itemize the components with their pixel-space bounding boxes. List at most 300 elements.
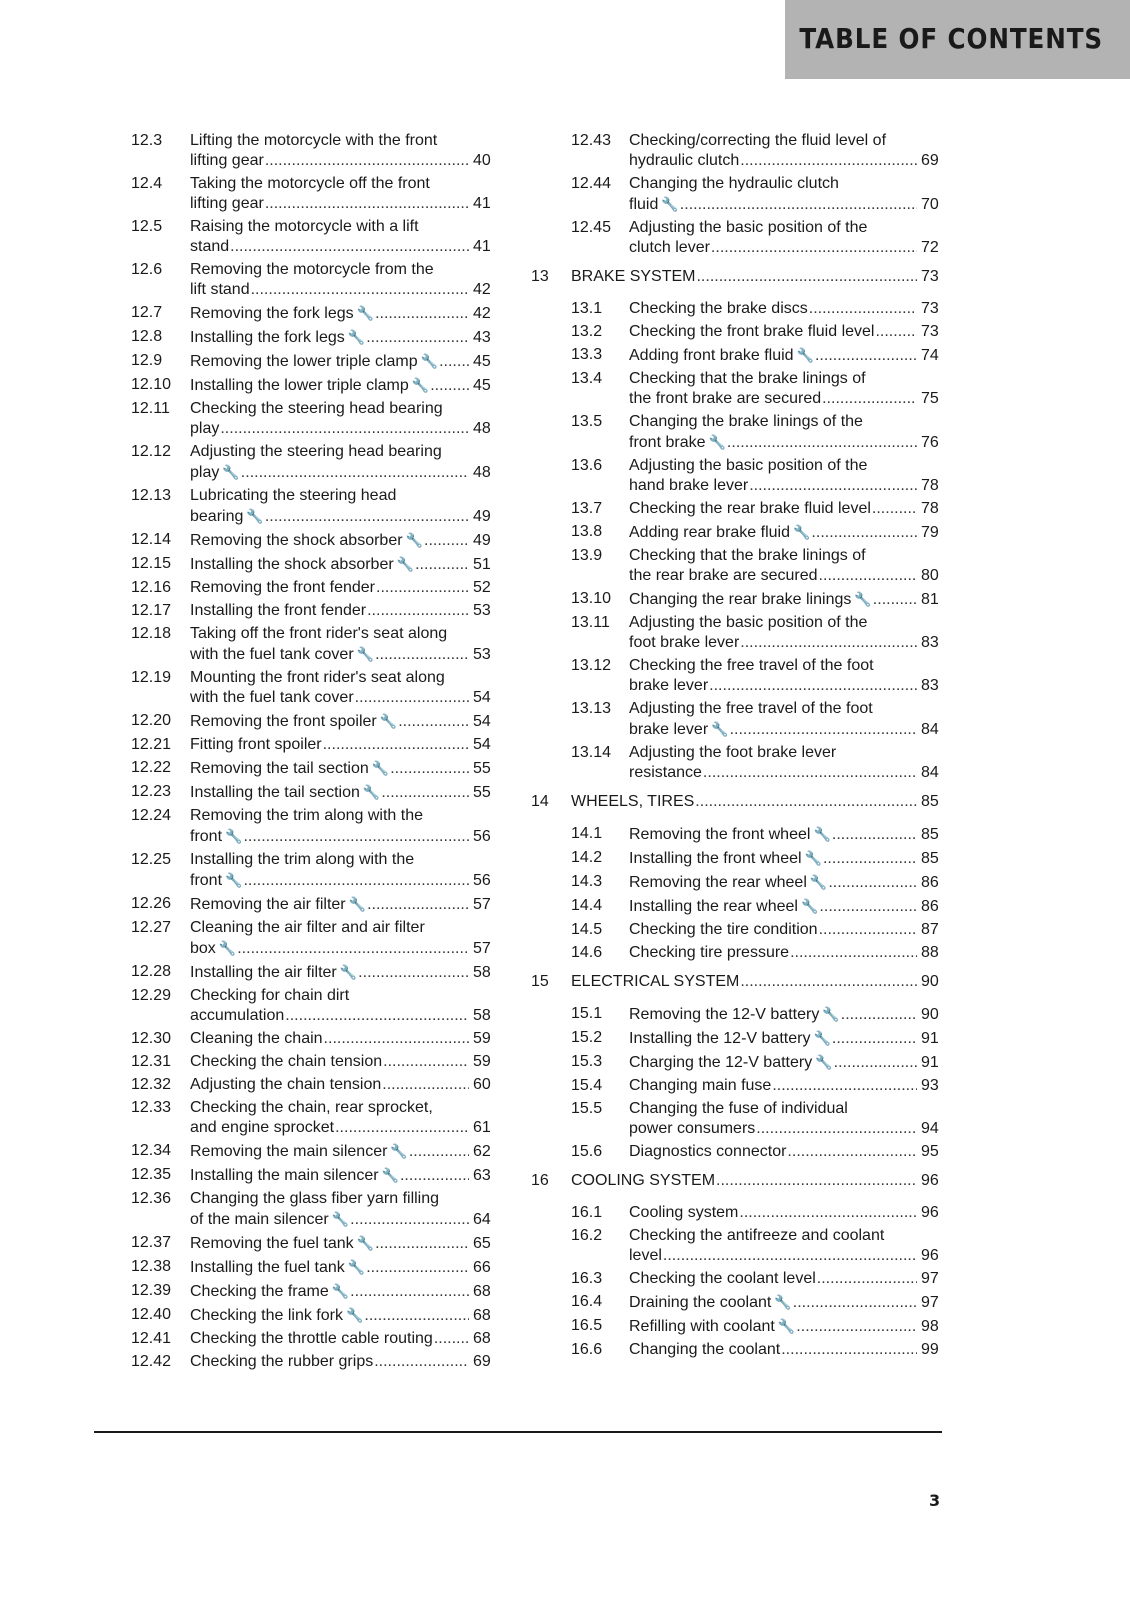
toc-entry-title: Changing the brake linings of the bbox=[629, 413, 863, 430]
toc-entry-number: 12.15 bbox=[131, 555, 172, 572]
toc-entry[interactable] bbox=[531, 131, 951, 171]
dot-leader bbox=[285, 1006, 469, 1026]
toc-entry-number: 12.9 bbox=[131, 352, 163, 369]
toc-page-number: 49 bbox=[473, 508, 491, 525]
toc-entry-title: Removing the fork legs bbox=[190, 305, 354, 322]
toc-entry-number: 12.21 bbox=[131, 736, 172, 753]
toc-entry[interactable] bbox=[131, 986, 503, 1026]
toc-entry[interactable] bbox=[531, 1316, 951, 1337]
dot-leader bbox=[400, 1166, 469, 1186]
toc-entry-number: 12.16 bbox=[131, 579, 172, 596]
toc-entry-title: Checking the coolant level bbox=[629, 1270, 816, 1287]
toc-page-number: 85 bbox=[921, 793, 939, 810]
toc-entry-number: 14.5 bbox=[571, 921, 603, 938]
toc-entry-number: 15.3 bbox=[571, 1053, 603, 1070]
toc-page-number: 68 bbox=[473, 1307, 491, 1324]
dot-leader bbox=[703, 763, 917, 783]
toc-entry-number: 12.35 bbox=[131, 1166, 172, 1183]
toc-entry[interactable] bbox=[131, 894, 503, 915]
toc-entry[interactable] bbox=[131, 735, 503, 755]
toc-entry[interactable] bbox=[131, 399, 503, 439]
toc-page-number: 85 bbox=[921, 850, 939, 867]
toc-page-number: 83 bbox=[921, 634, 939, 651]
toc-entry[interactable] bbox=[131, 782, 503, 803]
toc-entry[interactable] bbox=[131, 850, 503, 891]
toc-entry[interactable] bbox=[531, 589, 951, 610]
toc-entry[interactable] bbox=[531, 1142, 951, 1162]
toc-entry[interactable] bbox=[131, 1098, 503, 1138]
toc-entry[interactable] bbox=[531, 824, 951, 845]
toc-entry[interactable] bbox=[131, 711, 503, 732]
dot-leader bbox=[398, 712, 469, 732]
dot-leader bbox=[323, 735, 469, 755]
toc-entry[interactable] bbox=[531, 1203, 951, 1223]
toc-page-number: 97 bbox=[921, 1294, 939, 1311]
wrench-icon: 🔧 bbox=[246, 508, 264, 524]
toc-entry-number: 12.13 bbox=[131, 487, 172, 504]
toc-entry-title: Charging the 12-V battery bbox=[629, 1054, 813, 1071]
toc-entry-number: 12.44 bbox=[571, 175, 612, 192]
dot-leader bbox=[872, 499, 917, 519]
toc-entry-title: bearing bbox=[190, 508, 244, 525]
toc-page-number: 66 bbox=[473, 1259, 491, 1276]
toc-page-number: 57 bbox=[473, 896, 491, 913]
toc-entry[interactable] bbox=[131, 962, 503, 983]
toc-page-number: 54 bbox=[473, 713, 491, 730]
toc-entry-number: 13.12 bbox=[571, 657, 612, 674]
dot-leader bbox=[695, 792, 917, 812]
toc-entry-number: 12.27 bbox=[131, 919, 172, 936]
toc-page-number: 58 bbox=[473, 1007, 491, 1024]
toc-entry-number: 12.40 bbox=[131, 1306, 172, 1323]
dot-leader bbox=[727, 433, 917, 453]
toc-entry-title: Checking the front brake fluid level bbox=[629, 323, 875, 340]
dot-leader bbox=[819, 566, 917, 586]
dot-leader bbox=[265, 151, 469, 171]
toc-entry-title: Raising the motorcycle with a lift bbox=[190, 218, 419, 235]
toc-page-number: 68 bbox=[473, 1283, 491, 1300]
wrench-icon: 🔧 bbox=[339, 964, 358, 980]
toc-entry[interactable] bbox=[531, 1028, 951, 1049]
toc-entry-title: Checking the free travel of the foot bbox=[629, 657, 874, 674]
dot-leader bbox=[375, 645, 469, 665]
footer-divider bbox=[94, 1431, 942, 1433]
toc-entry[interactable] bbox=[131, 351, 503, 372]
dot-leader bbox=[740, 151, 917, 171]
toc-entry[interactable] bbox=[131, 1189, 503, 1230]
wrench-icon: 🔧 bbox=[348, 896, 367, 912]
toc-entry-title: Checking the rubber grips bbox=[190, 1353, 374, 1370]
dot-leader bbox=[366, 328, 469, 348]
dot-leader bbox=[823, 849, 917, 869]
toc-entry[interactable] bbox=[531, 1099, 951, 1139]
toc-entry[interactable] bbox=[131, 554, 503, 575]
toc-entry-title: and engine sprocket bbox=[190, 1119, 335, 1136]
dot-leader bbox=[243, 871, 469, 891]
wrench-icon: 🔧 bbox=[411, 377, 430, 393]
toc-entry[interactable] bbox=[131, 1305, 503, 1326]
toc-page-number: 70 bbox=[921, 196, 939, 213]
toc-entry[interactable] bbox=[131, 530, 503, 551]
dot-leader bbox=[383, 1052, 469, 1072]
toc-page-number: 53 bbox=[473, 602, 491, 619]
dot-leader bbox=[355, 688, 469, 708]
toc-entry-number: 13.9 bbox=[571, 547, 603, 564]
toc-entry-title: Changing the hydraulic clutch bbox=[629, 175, 839, 192]
toc-entry-number: 12.25 bbox=[131, 851, 172, 868]
dot-leader bbox=[358, 963, 469, 983]
dot-leader bbox=[381, 783, 469, 803]
toc-entry-title: Diagnostics connector bbox=[629, 1143, 787, 1160]
toc-entry-title: accumulation bbox=[190, 1007, 285, 1024]
dot-leader bbox=[409, 1142, 469, 1162]
toc-entry-number: 12.32 bbox=[131, 1076, 172, 1093]
toc-entry[interactable] bbox=[531, 174, 951, 215]
toc-entry-title: Refilling with coolant bbox=[629, 1318, 775, 1335]
toc-page-number: 79 bbox=[921, 524, 939, 541]
toc-page-number: 84 bbox=[921, 764, 939, 781]
toc-entry[interactable] bbox=[531, 896, 951, 917]
toc-page-number: 65 bbox=[473, 1235, 491, 1252]
toc-entry-title: Checking the frame bbox=[190, 1283, 329, 1300]
toc-page-number: 91 bbox=[921, 1054, 939, 1071]
toc-chapter[interactable] bbox=[531, 792, 951, 812]
wrench-icon: 🔧 bbox=[379, 713, 398, 729]
toc-entry[interactable] bbox=[131, 918, 503, 959]
dot-leader bbox=[832, 825, 917, 845]
toc-entry[interactable] bbox=[131, 131, 503, 171]
toc-entry-title: Checking the brake discs bbox=[629, 300, 808, 317]
toc-entry-title: Draining the coolant bbox=[629, 1294, 772, 1311]
wrench-icon: 🔧 bbox=[225, 828, 243, 844]
toc-entry-number: 12.34 bbox=[131, 1142, 172, 1159]
toc-entry-number: 12.36 bbox=[131, 1190, 172, 1207]
wrench-icon: 🔧 bbox=[396, 556, 415, 572]
toc-entry[interactable] bbox=[531, 943, 951, 963]
toc-entry-number: 12.37 bbox=[131, 1234, 172, 1251]
toc-entry-number: 12.11 bbox=[131, 400, 170, 417]
toc-entry-number: 12.3 bbox=[131, 132, 163, 149]
toc-entry-number: 12.5 bbox=[131, 218, 163, 235]
toc-entry-title: front bbox=[190, 872, 223, 889]
toc-entry[interactable] bbox=[131, 758, 503, 779]
toc-entry-title: Adjusting the chain tension bbox=[190, 1076, 382, 1093]
toc-entry[interactable] bbox=[131, 806, 503, 847]
toc-page-number: 51 bbox=[473, 556, 491, 573]
toc-entry-title: Adjusting the basic position of the bbox=[629, 614, 868, 631]
toc-entry-number: 12.38 bbox=[131, 1258, 172, 1275]
toc-entry-number: 14.2 bbox=[571, 849, 603, 866]
toc-entry[interactable] bbox=[131, 1141, 503, 1162]
toc-entry[interactable] bbox=[531, 1226, 951, 1266]
toc-entry-number: 12.28 bbox=[131, 963, 172, 980]
toc-entry[interactable] bbox=[531, 322, 951, 342]
wrench-icon: 🔧 bbox=[792, 524, 811, 540]
wrench-icon: 🔧 bbox=[345, 1307, 364, 1323]
toc-entry[interactable] bbox=[131, 1029, 503, 1049]
toc-entry-number: 14.4 bbox=[571, 897, 603, 914]
toc-page-number: 52 bbox=[473, 579, 491, 596]
toc-entry[interactable] bbox=[131, 1281, 503, 1302]
toc-entry-title: Checking the link fork bbox=[190, 1307, 343, 1324]
toc-entry-number: 12.31 bbox=[131, 1053, 172, 1070]
toc-chapter[interactable] bbox=[531, 1171, 951, 1191]
toc-entry-number: 12.8 bbox=[131, 328, 163, 345]
toc-entry[interactable] bbox=[131, 668, 503, 708]
toc-entry[interactable] bbox=[531, 1004, 951, 1025]
toc-column-left bbox=[131, 131, 503, 1375]
dot-leader bbox=[793, 1293, 917, 1313]
dot-leader bbox=[364, 1306, 469, 1326]
toc-entry-title: Removing the front fender bbox=[190, 579, 375, 596]
dot-leader bbox=[350, 1282, 469, 1302]
toc-entry-title: with the fuel tank cover bbox=[190, 646, 354, 663]
toc-entry[interactable] bbox=[131, 1352, 503, 1372]
toc-entry[interactable] bbox=[531, 299, 951, 319]
toc-entry-number: 12.6 bbox=[131, 261, 163, 278]
toc-entry-title: lift stand bbox=[190, 281, 250, 298]
wrench-icon: 🔧 bbox=[809, 874, 828, 890]
toc-entry[interactable] bbox=[531, 656, 951, 696]
toc-entry[interactable] bbox=[131, 624, 503, 665]
toc-entry[interactable] bbox=[531, 1340, 951, 1360]
toc-entry-title: box bbox=[190, 940, 216, 957]
toc-page-number: 80 bbox=[921, 567, 939, 584]
toc-page-number: 96 bbox=[921, 1204, 939, 1221]
toc-entry[interactable] bbox=[531, 1052, 951, 1073]
toc-page-number: 55 bbox=[473, 760, 491, 777]
toc-entry-number: 12.42 bbox=[131, 1353, 172, 1370]
toc-entry[interactable] bbox=[131, 1329, 503, 1349]
toc-page-number: 78 bbox=[921, 477, 939, 494]
toc-page-number: 59 bbox=[473, 1053, 491, 1070]
toc-entry-number: 15.5 bbox=[571, 1100, 603, 1117]
toc-entry-number: 14.6 bbox=[571, 944, 603, 961]
toc-entry-number: 13.4 bbox=[571, 370, 603, 387]
toc-entry[interactable] bbox=[531, 345, 951, 366]
toc-entry[interactable] bbox=[131, 375, 503, 396]
toc-page-number: 93 bbox=[921, 1077, 939, 1094]
dot-leader bbox=[375, 1234, 469, 1254]
toc-entry[interactable] bbox=[131, 260, 503, 300]
toc-entry[interactable] bbox=[531, 1269, 951, 1289]
toc-entry[interactable] bbox=[531, 546, 951, 586]
toc-entry-title: Removing the air filter bbox=[190, 896, 346, 913]
toc-entry[interactable] bbox=[531, 920, 951, 940]
dot-leader bbox=[241, 463, 469, 483]
toc-entry[interactable] bbox=[131, 1052, 503, 1072]
toc-entry[interactable] bbox=[531, 1076, 951, 1096]
toc-entry-title: Removing the motorcycle from the bbox=[190, 261, 434, 278]
toc-entry-title: brake lever bbox=[629, 721, 709, 738]
wrench-icon: 🔧 bbox=[661, 196, 679, 212]
toc-entry[interactable] bbox=[131, 486, 503, 527]
toc-entry-number: 12.18 bbox=[131, 625, 172, 642]
toc-entry-title: Mounting the front rider's seat along bbox=[190, 669, 445, 686]
wrench-icon: 🔧 bbox=[804, 850, 822, 866]
toc-entry-title: Installing the air filter bbox=[190, 964, 337, 981]
toc-page-number: 90 bbox=[921, 1006, 939, 1023]
toc-entry-title: Adjusting the foot brake lever bbox=[629, 744, 837, 761]
toc-page-number: 90 bbox=[921, 973, 939, 990]
toc-entry[interactable] bbox=[531, 613, 951, 653]
dot-leader bbox=[424, 531, 469, 551]
toc-entry-number: 15.1 bbox=[571, 1005, 603, 1022]
toc-page-number: 75 bbox=[921, 390, 939, 407]
toc-entry-title: Fitting front spoiler bbox=[190, 736, 322, 753]
toc-entry-number: 12.10 bbox=[131, 376, 172, 393]
toc-entry-title: Lubricating the steering head bbox=[190, 487, 397, 504]
toc-entry-title: Checking tire pressure bbox=[629, 944, 790, 961]
toc-entry-number: 15.4 bbox=[571, 1077, 603, 1094]
toc-entry-title: Taking the motorcycle off the front bbox=[190, 175, 430, 192]
toc-entry-number: 15 bbox=[531, 973, 549, 990]
toc-page-number: 42 bbox=[473, 281, 491, 298]
dot-leader bbox=[772, 1076, 917, 1096]
wrench-icon: 🔧 bbox=[381, 1167, 399, 1183]
toc-entry-title: Removing the trim along with the bbox=[190, 807, 423, 824]
toc-entry[interactable] bbox=[531, 848, 951, 869]
toc-entry[interactable] bbox=[131, 1165, 503, 1186]
toc-entry[interactable] bbox=[531, 699, 951, 740]
toc-page-number: 72 bbox=[921, 239, 939, 256]
wrench-icon: 🔧 bbox=[222, 464, 240, 480]
toc-entry[interactable] bbox=[531, 218, 951, 258]
toc-entry-title: Removing the lower triple clamp bbox=[190, 353, 418, 370]
toc-entry[interactable] bbox=[531, 743, 951, 783]
toc-entry[interactable] bbox=[531, 456, 951, 496]
wrench-icon: 🔧 bbox=[822, 1006, 840, 1022]
toc-entry-title: lifting gear bbox=[190, 152, 264, 169]
dot-leader bbox=[366, 1258, 469, 1278]
toc-chapter[interactable] bbox=[531, 267, 951, 287]
toc-entry-title: Changing the fuse of individual bbox=[629, 1100, 848, 1117]
toc-entry-title: Installing the trim along with the bbox=[190, 851, 415, 868]
toc-page-number: 94 bbox=[921, 1120, 939, 1137]
toc-entry[interactable] bbox=[131, 578, 503, 598]
page-number: 3 bbox=[929, 1491, 941, 1510]
toc-entry-title: level bbox=[629, 1247, 662, 1264]
dot-leader bbox=[716, 1171, 917, 1191]
toc-page-number: 40 bbox=[473, 152, 491, 169]
toc-entry-title: Checking that the brake linings of bbox=[629, 370, 866, 387]
dot-leader bbox=[382, 1075, 469, 1095]
wrench-icon: 🔧 bbox=[218, 940, 237, 956]
toc-entry-title: Removing the front wheel bbox=[629, 826, 811, 843]
toc-entry-number: 13.14 bbox=[571, 744, 612, 761]
wrench-icon: 🔧 bbox=[225, 872, 243, 888]
toc-page-number: 64 bbox=[473, 1211, 491, 1228]
toc-entry-number: 13.3 bbox=[571, 346, 603, 363]
toc-page-number: 86 bbox=[921, 874, 939, 891]
toc-entry-number: 13 bbox=[531, 268, 549, 285]
toc-entry-title: Checking that the brake linings of bbox=[629, 547, 866, 564]
wrench-icon: 🔧 bbox=[356, 1235, 375, 1251]
toc-entry-title: front brake bbox=[629, 434, 706, 451]
toc-entry-title: resistance bbox=[629, 764, 702, 781]
toc-entry[interactable] bbox=[131, 174, 503, 214]
toc-entry-title: Cleaning the chain bbox=[190, 1030, 323, 1047]
toc-entry-number: 12.7 bbox=[131, 304, 163, 321]
toc-entry-title: clutch lever bbox=[629, 239, 710, 256]
dot-leader bbox=[873, 590, 917, 610]
toc-page-number: 86 bbox=[921, 898, 939, 915]
toc-entry[interactable] bbox=[531, 369, 951, 409]
toc-page-number: 54 bbox=[473, 736, 491, 753]
dot-leader bbox=[796, 1317, 917, 1337]
wrench-icon: 🔧 bbox=[800, 898, 819, 914]
wrench-icon: 🔧 bbox=[356, 305, 375, 321]
toc-entry-title: Removing the rear wheel bbox=[629, 874, 807, 891]
toc-entry-number: 14.3 bbox=[571, 873, 603, 890]
toc-entry-number: 12.33 bbox=[131, 1099, 172, 1116]
toc-entry[interactable] bbox=[531, 412, 951, 453]
wrench-icon: 🔧 bbox=[796, 347, 814, 363]
toc-entry[interactable] bbox=[131, 1075, 503, 1095]
toc-entry-title: Checking the chain tension bbox=[190, 1053, 383, 1070]
toc-entry-number: 13.11 bbox=[571, 614, 610, 631]
toc-entry-title: Adding rear brake fluid bbox=[629, 524, 790, 541]
toc-entry-title: Removing the main silencer bbox=[190, 1143, 388, 1160]
toc-entry[interactable] bbox=[531, 872, 951, 893]
toc-entry-title: hand brake lever bbox=[629, 477, 749, 494]
toc-entry[interactable] bbox=[131, 601, 503, 621]
header-bar bbox=[785, 0, 1130, 79]
toc-entry[interactable] bbox=[131, 1233, 503, 1254]
dot-leader bbox=[756, 1119, 917, 1139]
wrench-icon: 🔧 bbox=[708, 434, 726, 450]
dot-leader bbox=[817, 1269, 917, 1289]
toc-entry-number: 13.13 bbox=[571, 700, 612, 717]
toc-entry-title: Adjusting the free travel of the foot bbox=[629, 700, 873, 717]
dot-leader bbox=[237, 939, 469, 959]
toc-entry-title: Changing main fuse bbox=[629, 1077, 772, 1094]
toc-entry[interactable] bbox=[131, 303, 503, 324]
toc-entry-title: Adjusting the basic position of the bbox=[629, 219, 868, 236]
toc-entry[interactable] bbox=[531, 499, 951, 519]
toc-page-number: 58 bbox=[473, 964, 491, 981]
toc-entry-title: Removing the 12-V battery bbox=[629, 1006, 820, 1023]
dot-leader bbox=[375, 304, 469, 324]
toc-entry-title: the front brake are secured bbox=[629, 390, 822, 407]
toc-page-number: 41 bbox=[473, 238, 491, 255]
toc-entry-number: 12.30 bbox=[131, 1030, 172, 1047]
toc-entry-number: 12.24 bbox=[131, 807, 172, 824]
dot-leader bbox=[819, 920, 917, 940]
toc-entry-title: Cooling system bbox=[629, 1204, 739, 1221]
toc-page-number: 45 bbox=[473, 377, 491, 394]
toc-entry[interactable] bbox=[131, 1257, 503, 1278]
toc-chapter[interactable] bbox=[531, 972, 951, 992]
dot-leader bbox=[822, 389, 917, 409]
toc-entry-title: with the fuel tank cover bbox=[190, 689, 354, 706]
toc-entry[interactable] bbox=[131, 327, 503, 348]
toc-entry[interactable] bbox=[131, 217, 503, 257]
toc-entry[interactable] bbox=[531, 522, 951, 543]
toc-page-number: 96 bbox=[921, 1172, 939, 1189]
dot-leader bbox=[815, 346, 917, 366]
toc-entry-title: brake lever bbox=[629, 677, 709, 694]
toc-entry-number: 13.2 bbox=[571, 323, 603, 340]
dot-leader bbox=[265, 194, 469, 214]
toc-page-number: 84 bbox=[921, 721, 939, 738]
toc-page-number: 98 bbox=[921, 1318, 939, 1335]
toc-entry[interactable] bbox=[531, 1292, 951, 1313]
toc-entry-number: 13.7 bbox=[571, 500, 603, 517]
toc-entry[interactable] bbox=[131, 442, 503, 483]
toc-entry-title: Taking off the front rider's seat along bbox=[190, 625, 448, 642]
dot-leader bbox=[415, 555, 469, 575]
